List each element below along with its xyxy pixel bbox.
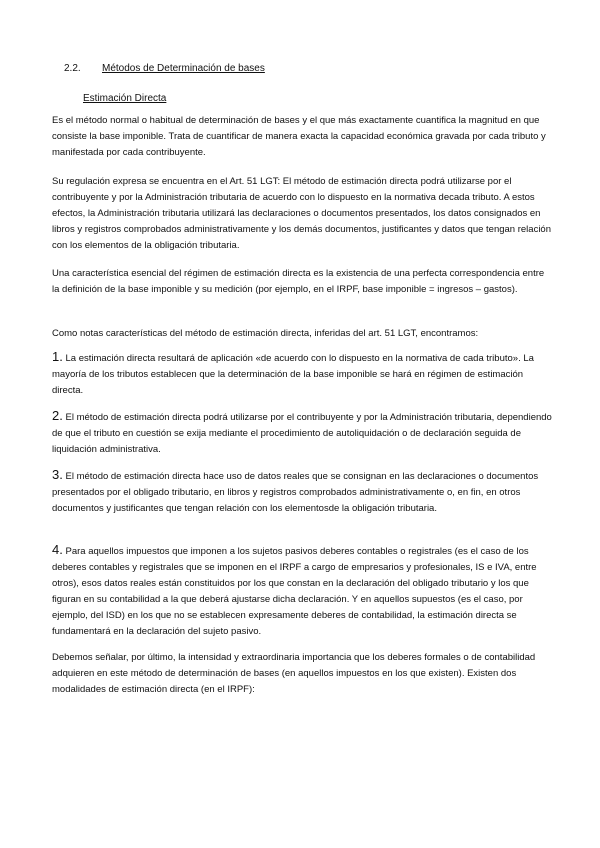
list-item-text: El método de estimación directa hace uso de datos reales que se consignan en las declaraciones o documentos presentados por el obligado tributario, en libros y registros comprobados administrativamente o, en fin, en otros documentos y justificantes que tengan relación con los elementosde la obligación tributaria. <box>52 471 539 514</box>
paragraph-regulation: Su regulación expresa se encuentra en el Art. 51 LGT: El método de estimación directa podrá utilizarse por el contribuyente y por la Administración tributaria de acuerdo con lo dispuesto en la normativa decada tributo. A estos efectos, la Administración tributaria utilizará las declaraciones o documentos presentados, los datos consignados en libros y registros comprobados administrativamente y los demás documentos, justificantes y datos que tengan relación con los elementos de la obligación tributaria. <box>52 176 552 251</box>
subsection-title: Estimación Directa <box>83 93 167 104</box>
list-item-number: 4. <box>52 542 63 557</box>
list-item-number: 1. <box>52 349 63 364</box>
paragraph-characteristic: Una característica esencial del régimen de estimación directa es la existencia de una perfecta correspondencia entre la definición de la base imponible y su medición (por ejemplo, en el IRPF, base imponible = ingresos – gastos). <box>52 268 545 295</box>
paragraph-notes-intro: Como notas características del método de estimación directa, inferidas del art. 51 LGT, encontramos: <box>52 328 479 339</box>
list-item-2 <box>52 410 552 458</box>
list-item-4 <box>52 544 552 640</box>
section-title: Métodos de Determinación de bases <box>102 63 265 74</box>
list-item-text: Para aquellos impuestos que imponen a los sujetos pasivos deberes contables o registrales (es el caso de los deberes contables y registrales que se imponen en el IRPF a cargo de empresarios y profesionales, IS e IVA, entre otros), esos datos reales están constituidos por los que constan en la declaración del obligado tributario y los que figuran en su contabilidad a la que deberá ajustarse dicha declaración. Y en aquellos supuestos (es el caso, por ejemplo, del ISD) en los que no se establecen expresamente deberes de contabilidad, la estimación directa se fundamentará en la declaración del sujeto pasivo. <box>52 546 537 637</box>
paragraph-definition: Es el método normal o habitual de determinación de bases y el que más exactamente cuantifica la magnitud en que consiste la base imponible. Trata de cuantificar de manera exacta la capacidad económica gravada por cada tributo y manifestada por cada contribuyente. <box>52 115 546 158</box>
list-item-3 <box>52 469 552 517</box>
list-item-text: El método de estimación directa podrá utilizarse por el contribuyente y por la Administración tributaria, dependiendo de que el tributo en cuestión se exija mediante el procedimiento de autoliquidación o de declaración seguida de liquidación administrativa. <box>52 412 552 455</box>
list-item-number: 2. <box>52 408 63 423</box>
section-heading <box>64 63 265 75</box>
list-item-1 <box>52 351 552 399</box>
paragraph-closing: Debemos señalar, por último, la intensidad y extraordinaria importancia que los deberes formales o de contabilidad adquieren en este método de determinación de bases (en aquellos impuestos en los que existen). Existen dos modalidades de estimación directa (en el IRPF): <box>52 652 536 695</box>
list-item-text: La estimación directa resultará de aplicación «de acuerdo con lo dispuesto en la normativa de cada tributo». La mayoría de los tributos establecen que la determinación de la base imponible se hará en régimen de estimación directa. <box>52 353 534 396</box>
section-number: 2.2. <box>64 63 81 74</box>
list-item-number: 3. <box>52 467 63 482</box>
